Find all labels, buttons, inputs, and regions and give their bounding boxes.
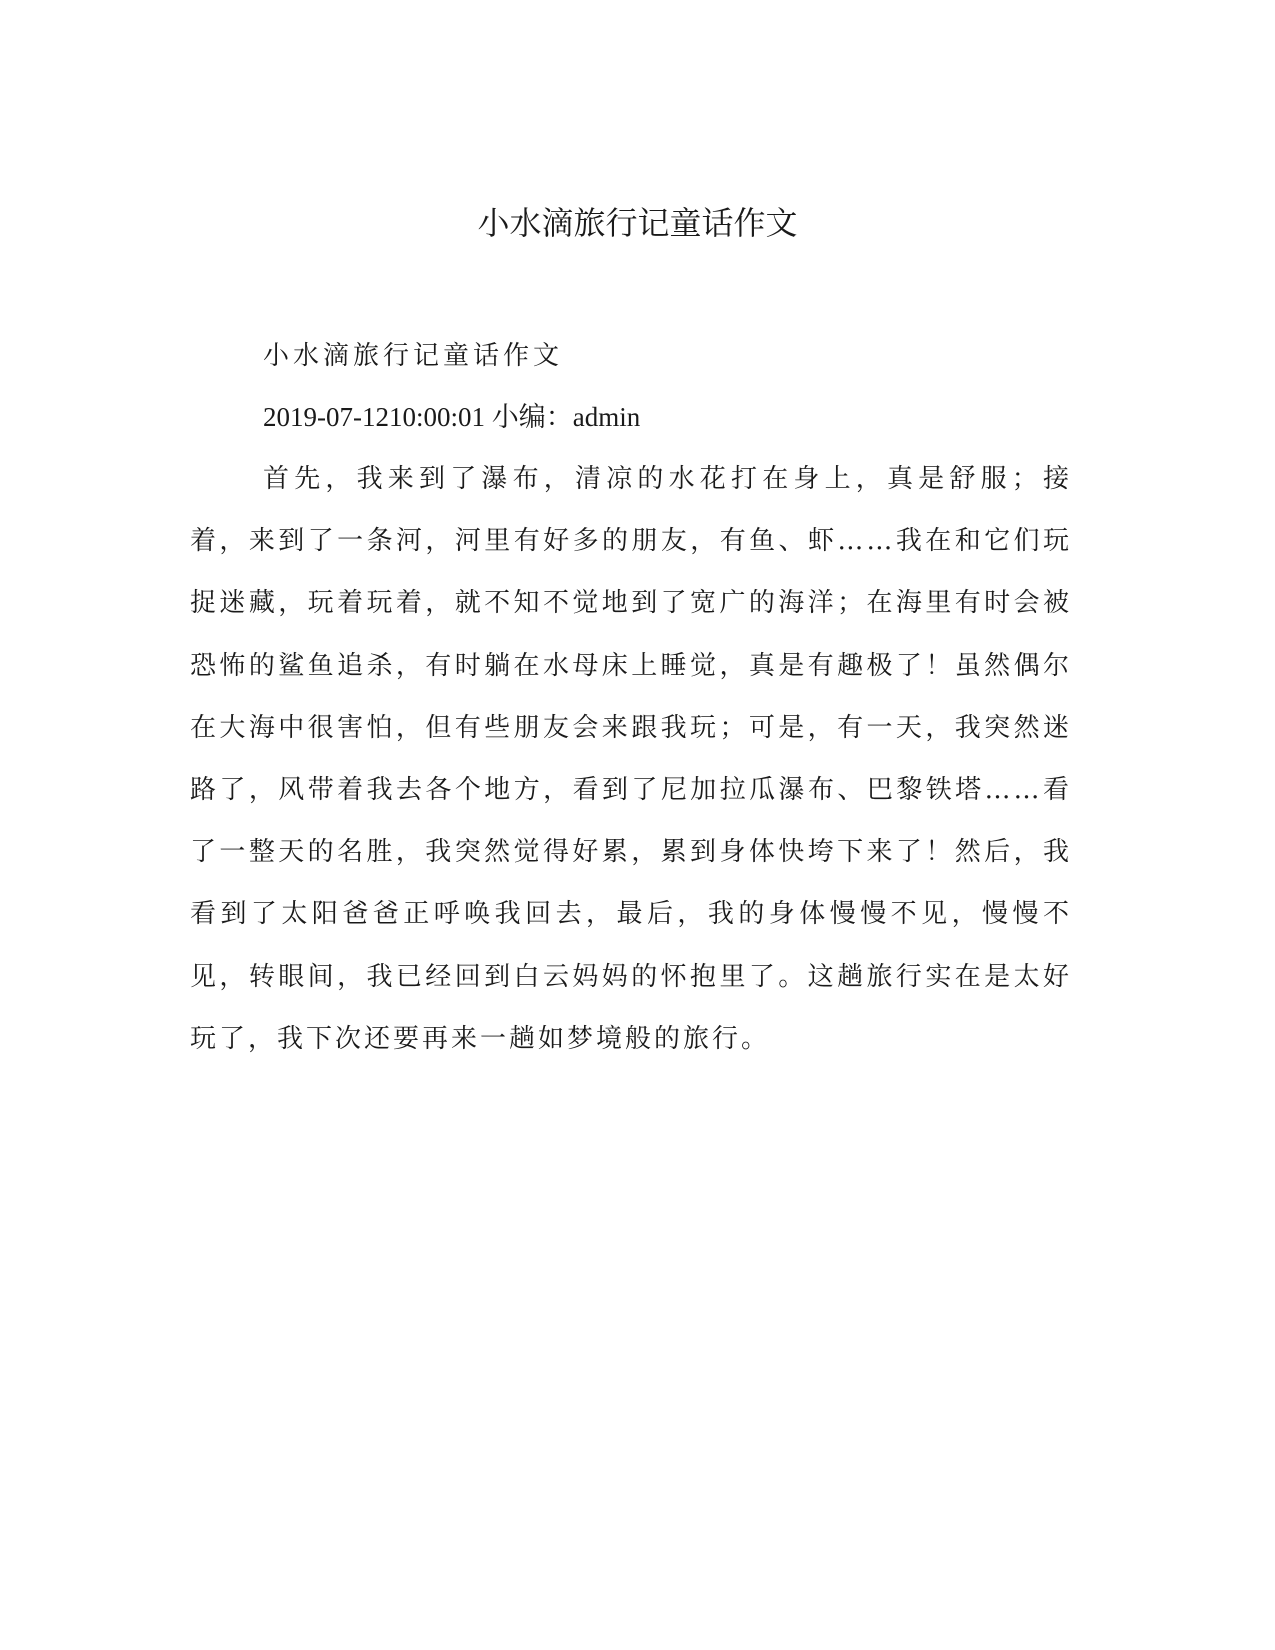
document-title: 小水滴旅行记童话作文 [477, 204, 798, 242]
article-meta: 2019-07-1210:00:01 小编：admin [263, 402, 641, 432]
article-body: 首先，我来到了瀑布，清凉的水花打在身上，真是舒服；接着，来到了一条河，河里有好多的朋友，有鱼、虾……我在和它们玩捉迷藏，玩着玩着，就不知不觉地到了宽广的海洋；在海里有时会被恐怖的鲨鱼追杀，有时躺在水母床上睡觉，真是有趣极了！虽然偶尔在大海中很害怕，但有些朋友会来跟我玩；可是，有一天，我突然迷路了，风带着我去各个地方，看到了尼加拉瓜瀑布、巴黎铁塔……看了一整天的名胜，我突然觉得好累，累到身体快垮下来了！然后，我看到了太阳爸爸正呼唤我回去，最后，我的身体慢慢不见，慢慢不见，转眼间，我已经回到白云妈妈的怀抱里了。这趟旅行实在是太好玩了，我下次还要再来一趟如梦境般的旅行。 [190, 464, 1072, 1054]
article-subtitle: 小水滴旅行记童话作文 [263, 341, 564, 371]
document-content [190, 326, 1072, 1070]
